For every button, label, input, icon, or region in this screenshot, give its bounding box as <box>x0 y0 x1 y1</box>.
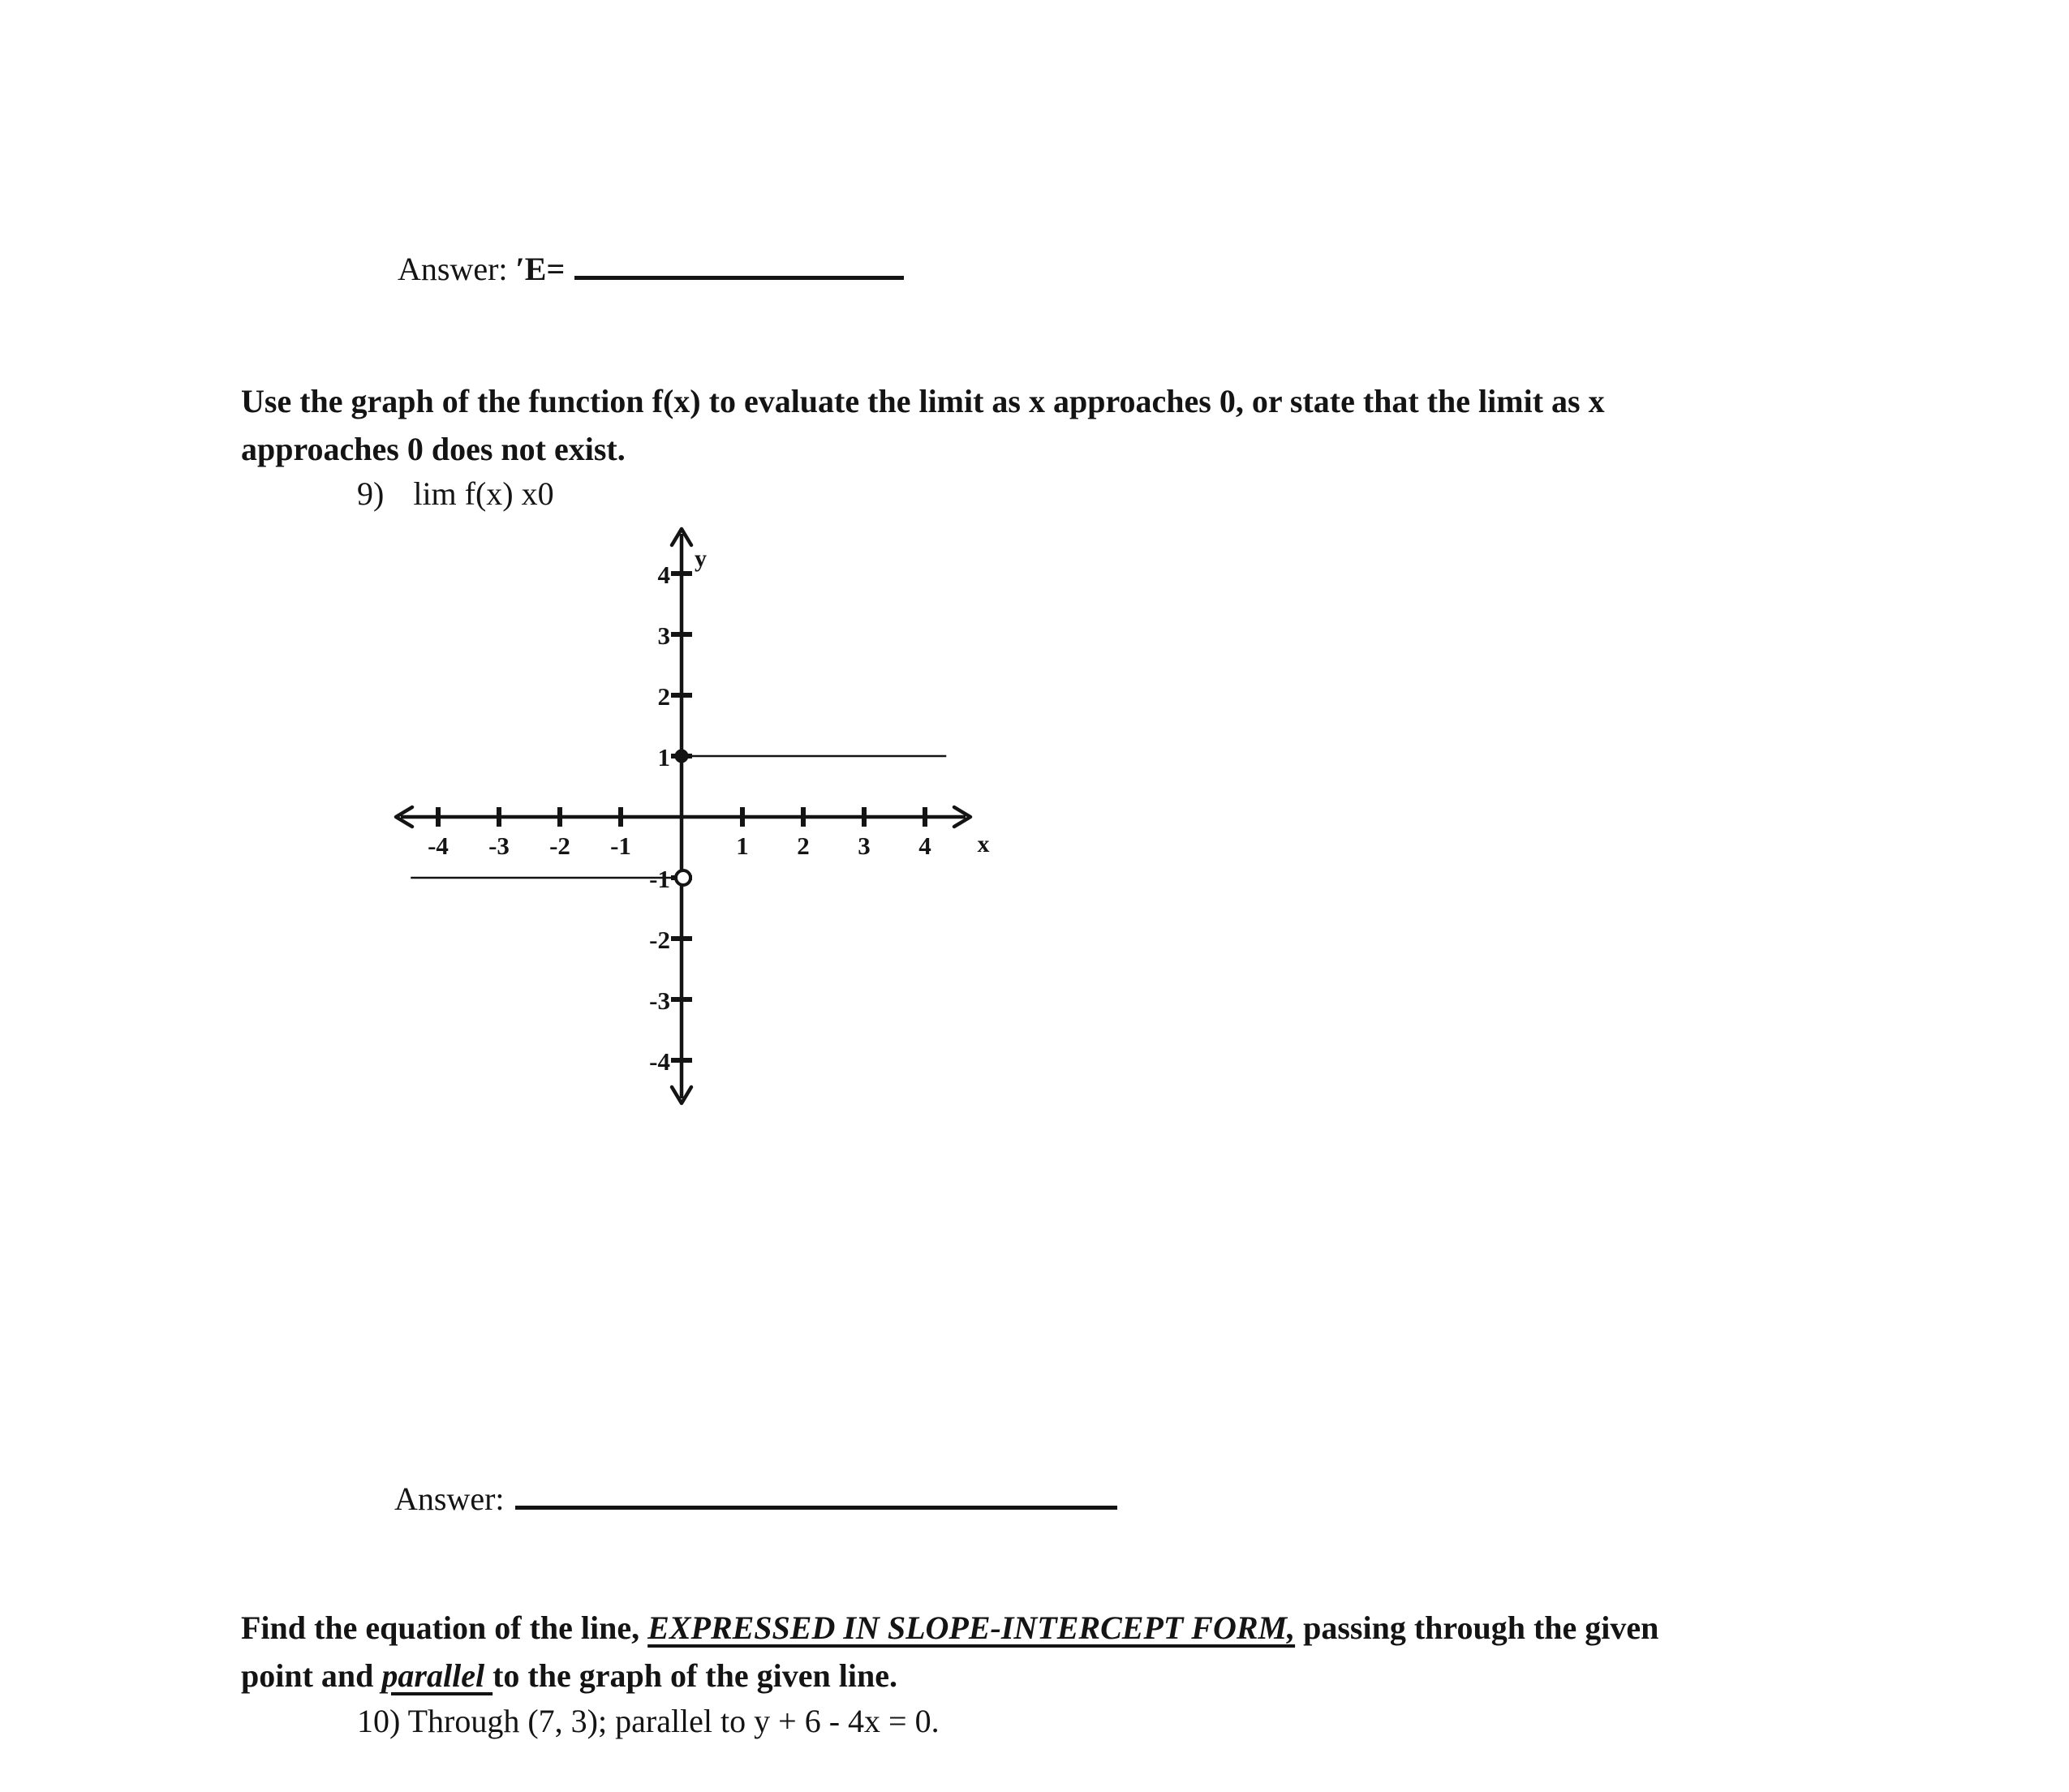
slope-line1-emphasis: EXPRESSED IN SLOPE-INTERCEPT FORM, <box>647 1609 1296 1646</box>
y-tick-label: -4 <box>649 1047 670 1076</box>
y-tick-label: 1 <box>657 743 670 771</box>
closed-endpoint <box>675 750 689 763</box>
limit-instructions-line2: approaches 0 does not exist. <box>241 431 626 467</box>
y-tick-label: 2 <box>657 682 670 711</box>
answer-9-label: Answer: <box>394 1480 505 1517</box>
slope-instructions-line1 <box>241 1604 1658 1652</box>
answer-line-e <box>398 250 904 289</box>
answer-line-9 <box>394 1480 1117 1519</box>
problem-10-number: 10) <box>357 1703 401 1739</box>
x-tick-label: -4 <box>428 832 449 860</box>
y-tick-label: -3 <box>649 986 670 1015</box>
slope-instructions-line2 <box>241 1652 1658 1700</box>
answer-e-prefix: ′E= <box>515 251 566 287</box>
problem-9-expression: lim f(x) x0 <box>413 475 554 512</box>
problem-10 <box>357 1702 940 1740</box>
answer-e-blank <box>574 251 904 280</box>
slope-line2-plain: point and <box>241 1657 382 1694</box>
x-tick-label: 3 <box>858 832 871 860</box>
slope-instructions <box>241 1604 1658 1700</box>
y-tick-label: -2 <box>649 926 670 954</box>
x-tick-label: -2 <box>549 832 570 860</box>
problem-10-text: Through (7, 3); parallel to y + 6 - 4x = 0. <box>407 1703 940 1739</box>
problem-9 <box>357 475 554 513</box>
y-axis-label: y <box>695 545 707 572</box>
slope-line1-tail: passing through the given <box>1295 1609 1659 1646</box>
x-axis-label: x <box>977 831 990 857</box>
slope-line1-plain: Find the equation of the line, <box>241 1609 648 1646</box>
x-tick-label: -3 <box>488 832 510 860</box>
x-tick-label: 1 <box>736 832 749 860</box>
open-endpoint <box>676 870 690 885</box>
limit-instructions-line1: Use the graph of the function f(x) to evaluate the limit as x approaches 0, or state that the limit as x <box>241 383 1605 419</box>
x-tick-label: 4 <box>918 832 931 860</box>
answer-e-label: Answer: <box>398 251 508 287</box>
limit-graph <box>349 511 1006 1119</box>
slope-line2-emphasis: parallel <box>381 1657 493 1694</box>
y-tick-label: 4 <box>657 561 670 589</box>
limit-instructions <box>241 377 1605 473</box>
slope-line2-tail: to the graph of the given line. <box>493 1657 897 1694</box>
x-tick-label: 2 <box>797 832 810 860</box>
y-tick-label: -1 <box>649 865 670 893</box>
problem-9-number: 9) <box>357 475 385 512</box>
x-tick-label: -1 <box>610 832 631 860</box>
answer-9-blank <box>515 1481 1117 1510</box>
y-tick-label: 3 <box>657 621 670 650</box>
